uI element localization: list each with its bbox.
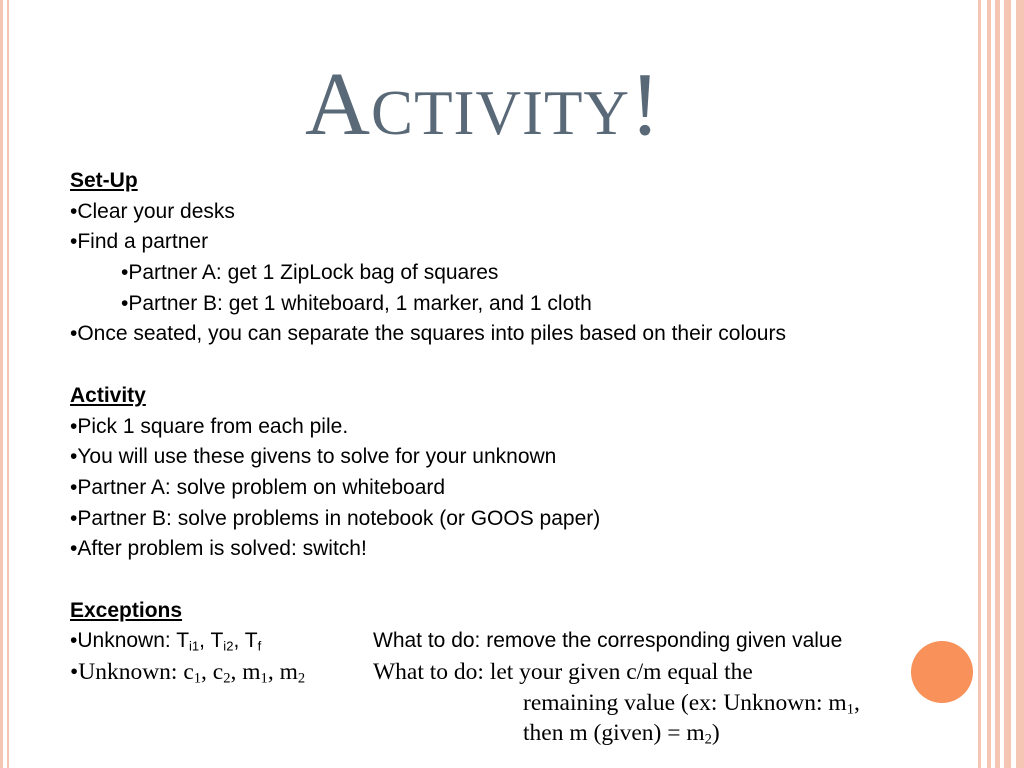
right-frame-stripe [987,0,991,768]
setup-heading: Set-Up [70,169,138,192]
spacer [70,350,970,381]
activity-item: •After problem is solved: switch! [70,537,367,561]
exception-todo: What to do: remove the corresponding given value [373,629,843,653]
spacer [70,565,970,596]
right-frame-stripe [978,0,981,768]
exception-todo-continued: then m (given) = $m_2$) [523,720,720,749]
activity-heading: Activity [70,383,146,407]
setup-item: •Once seated, you can separate the squares into piles based on their colours [70,322,786,346]
setup-subitem: •Partner B: get 1 whiteboard, 1 marker, and 1 cloth [121,291,592,315]
right-frame-stripe [1016,0,1024,768]
exception-row-c-m [70,657,970,688]
exception-todo-continued: remaining value (ex: Unknown: $m_1$, [523,689,860,718]
right-frame-stripe [995,0,1000,768]
exception-todo: What to do: let your given c/m equal the [373,659,753,685]
setup-item: •Clear your desks [70,199,235,223]
exception-row-temperature [70,626,970,657]
activity-item: •Partner A: solve problem on whiteboard [70,475,446,499]
setup-item: •Find a partner [70,230,209,254]
slide-title: Activity! [305,55,661,154]
exception-unknown: •Unknown: $T_{i1}$, $T_{i2}$, $T_f$ [70,629,262,654]
exception-unknown: •Unknown: $c_1$, $c_2$, $m_1$, $m_2$ [70,659,306,687]
activity-item: •Partner B: solve problems in notebook (or GOOS paper) [70,506,601,530]
decorative-circle [911,641,973,703]
right-frame-stripe [1004,0,1011,768]
slide-body [70,166,970,749]
activity-item: •Pick 1 square from each pile. [70,414,349,438]
setup-subitem: •Partner A: get 1 ZipLock bag of squares [121,261,499,285]
activity-item: •You will use these givens to solve for your unknown [70,445,557,469]
exceptions-heading: Exceptions [70,598,183,622]
